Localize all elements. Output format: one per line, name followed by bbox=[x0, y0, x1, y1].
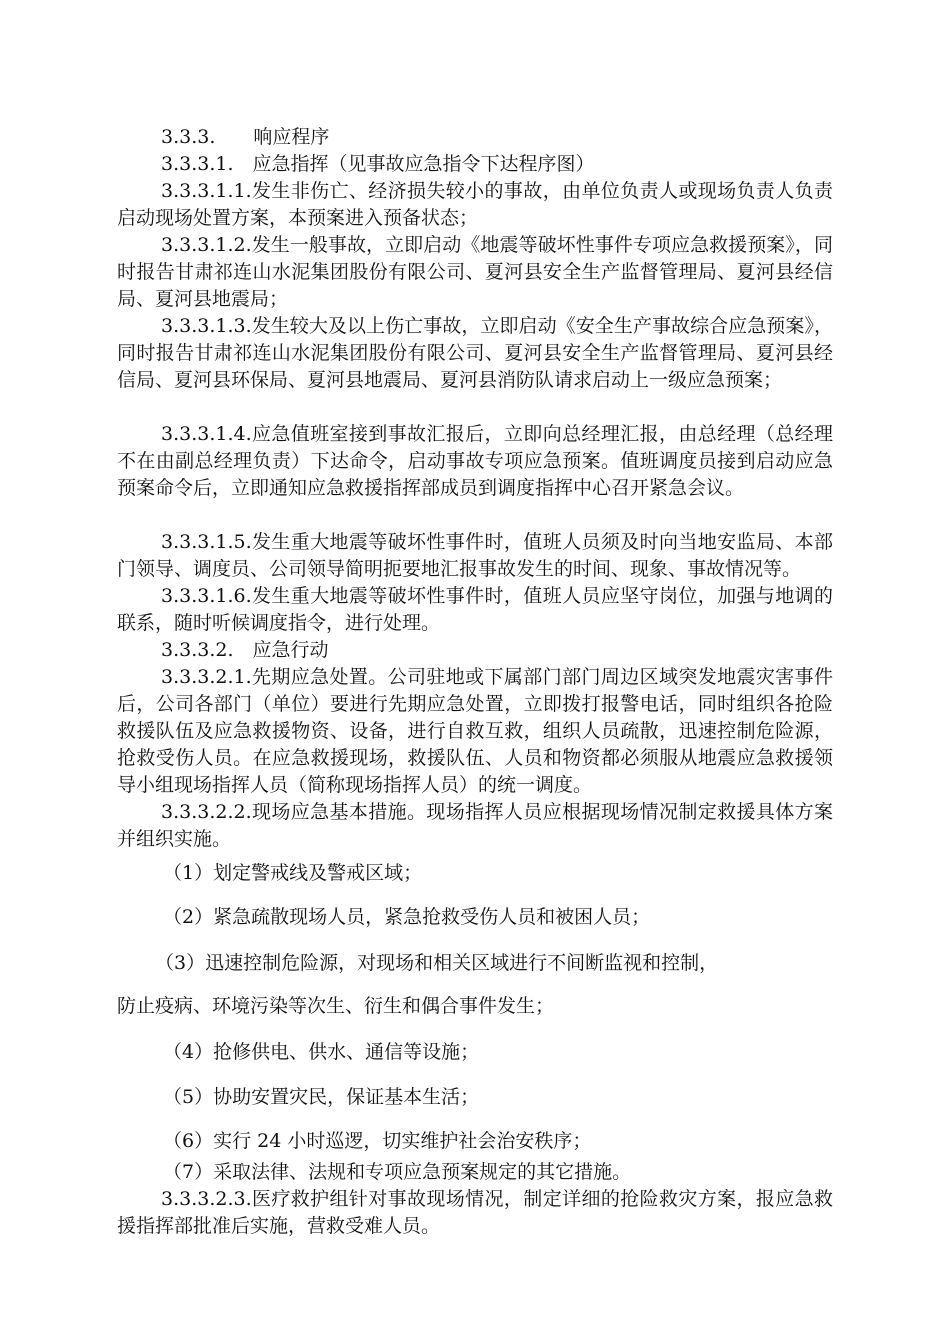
heading-3-3-3-1: 3.3.3.1. 应急指挥（见事故应急指令下达程序图） bbox=[161, 153, 595, 175]
list-item-4: （4）抢修供电、供水、通信等设施； bbox=[163, 1041, 480, 1063]
list-item-2: （2）紧急疏散现场人员，紧急抢救受伤人员和被困人员； bbox=[163, 906, 651, 928]
list-item-7: （7）采取法律、法规和专项应急预案规定的其它措施。 bbox=[163, 1161, 632, 1183]
paragraph-3-3-3-1-4: 3.3.3.1.4.应急值班室接到事故汇报后，立即向总经理汇报，由总经理（总经理不在由副总经理负责）下达命令，启动事故专项应急预案。值班调度员接到启动应急预案命令后，立即通知应急救援指挥部成员到调度指挥中心召开紧急会议。 bbox=[117, 423, 833, 499]
paragraph-3-3-3-2-2: 3.3.3.2.2.现场应急基本措施。现场指挥人员应根据现场情况制定救援具体方案并组织实施。 bbox=[117, 801, 833, 850]
paragraph-3-3-3-2-1: 3.3.3.2.1.先期应急处置。公司驻地或下属部门部门周边区域突发地震灾害事件后，公司各部门（单位）要进行先期应急处置，立即拨打报警电话，同时组织各抢险救援队伍及应急救援物资、设备，进行自救互救，组织人员疏散，迅速控制危险源，抢救受伤人员。在应急救援现场，救援队伍、人员和物资都必须服从地震应急救援领导小组现场指挥人员（简称现场指挥人员）的统一调度。 bbox=[117, 666, 833, 796]
paragraph-3-3-3-1-3: 3.3.3.1.3.发生较大及以上伤亡事故，立即启动《安全生产事故综合应急预案》，同时报告甘肃祁连山水泥集团股份有限公司、夏河县安全生产监督管理局、夏河县经信局、夏河县环保局、夏河县地震局、夏河县消防队请求启动上一级应急预案； bbox=[117, 315, 833, 391]
paragraph-3-3-3-1-2: 3.3.3.1.2.发生一般事故，立即启动《地震等破坏性事件专项应急救援预案》，同时报告甘肃祁连山水泥集团股份有限公司、夏河县安全生产监督管理局、夏河县经信局、夏河县地震局； bbox=[117, 234, 833, 310]
list-item-3-continued: 防止疫病、环境污染等次生、衍生和偶合事件发生； bbox=[117, 995, 555, 1017]
paragraph-3-3-3-2-3: 3.3.3.2.3.医疗救护组针对事故现场情况，制定详细的抢险救灾方案，报应急救援指挥部批准后实施，营救受难人员。 bbox=[117, 1188, 833, 1237]
list-item-5: （5）协助安置灾民，保证基本生活； bbox=[163, 1086, 480, 1108]
paragraph-3-3-3-1-6: 3.3.3.1.6.发生重大地震等破坏性事件时，值班人员应坚守岗位，加强与地调的联系，随时听候调度指令，进行处理。 bbox=[117, 585, 833, 634]
paragraph-3-3-3-1-5: 3.3.3.1.5.发生重大地震等破坏性事件时，值班人员须及时向当地安监局、本部门领导、调度员、公司领导简明扼要地汇报事故发生的时间、现象、事故情况等。 bbox=[117, 531, 833, 580]
paragraph-3-3-3-1-1: 3.3.3.1.1.发生非伤亡、经济损失较小的事故，由单位负责人或现场负责人负责启动现场处置方案，本预案进入预备状态； bbox=[117, 180, 833, 229]
list-item-1: （1）划定警戒线及警戒区域； bbox=[163, 862, 423, 884]
list-item-6: （6）实行 24 小时巡逻，切实维护社会治安秩序； bbox=[163, 1130, 592, 1152]
heading-3-3-3: 3.3.3. 响应程序 bbox=[161, 126, 330, 148]
heading-3-3-3-2: 3.3.3.2. 应急行动 bbox=[161, 639, 329, 661]
list-item-3: （3）迅速控制危险源，对现场和相关区域进行不间断监视和控制， bbox=[155, 952, 719, 974]
